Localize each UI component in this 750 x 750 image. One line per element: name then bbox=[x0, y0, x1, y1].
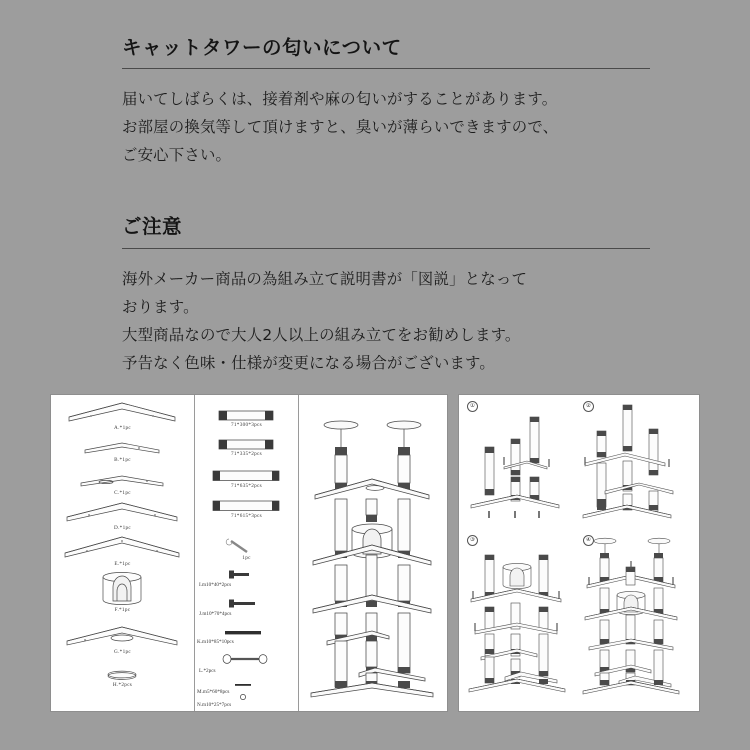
body-line: 届いてしばらくは、接着剤や麻の匂いがすることがあります。 bbox=[122, 90, 558, 109]
assembly-diagram-area bbox=[50, 394, 700, 712]
pole-label-4: 71*615*3pcs bbox=[231, 513, 262, 519]
body-line: 大型商品なので大人2人以上の組み立てをお勧めします。 bbox=[122, 325, 521, 344]
section-heading-caution: ご注意 bbox=[122, 215, 183, 239]
section-body-smell bbox=[122, 85, 650, 169]
pole-label-1: 71*300*3pcs bbox=[231, 422, 262, 428]
parts-illustrations bbox=[51, 395, 193, 711]
body-line: 海外メーカー商品の為組み立て説明書が「図説」となって bbox=[122, 269, 528, 288]
part-label-h: H.*2pcs bbox=[112, 682, 133, 688]
pole-label-3: 71*635*2pcs bbox=[231, 483, 262, 489]
step-number-4: ④ bbox=[583, 535, 594, 546]
parts-panel bbox=[50, 394, 448, 712]
hardware-illustrations bbox=[195, 395, 297, 711]
hardware-label-n: N.m10*25*7pcs bbox=[197, 702, 232, 708]
body-line: 予告なく色味・仕様が変更になる場合がございます。 bbox=[122, 353, 495, 372]
step-illustrations bbox=[459, 395, 699, 709]
part-label-e: E.*1pc bbox=[114, 561, 131, 567]
step-number-3: ③ bbox=[467, 535, 478, 546]
hardware-label-j: J.m10*70*4pcs bbox=[199, 611, 232, 617]
part-label-c: C.*1pc bbox=[114, 490, 131, 496]
part-label-b: B.*1pc bbox=[114, 457, 131, 463]
hardware-label-wrench: 1pc bbox=[242, 555, 251, 561]
part-label-d: D.*1pc bbox=[114, 525, 131, 531]
hardware-label-l: L.*2pcs bbox=[199, 668, 216, 674]
body-line: お部屋の換気等して頂けますと、臭いが薄らいできますので、 bbox=[122, 118, 559, 137]
part-label-g: G.*1pc bbox=[114, 649, 131, 655]
part-label-f: F.*1pc bbox=[114, 607, 131, 613]
pole-label-2: 71*335*2pcs bbox=[231, 451, 262, 457]
heading-divider bbox=[122, 248, 650, 249]
body-line: ご安心下さい。 bbox=[122, 146, 232, 165]
hardware-label-m: M.m5*60*8pcs bbox=[197, 689, 230, 695]
parts-list-column bbox=[51, 395, 195, 711]
section-smell bbox=[122, 34, 650, 169]
section-spacer bbox=[122, 175, 650, 213]
hardware-label-k: K.m10*85*10pcs bbox=[197, 639, 234, 645]
step-number-1: ① bbox=[467, 401, 478, 412]
section-caution bbox=[122, 213, 650, 376]
section-body-caution bbox=[122, 265, 650, 377]
heading-divider bbox=[122, 68, 650, 69]
body-line: おります。 bbox=[122, 297, 199, 316]
hardware-list-column bbox=[195, 395, 299, 711]
assembled-tower-column bbox=[299, 395, 447, 711]
section-heading-smell: キャットタワーの匂いについて bbox=[122, 36, 402, 59]
hardware-label-i: I.m10*40*2pcs bbox=[199, 582, 232, 588]
part-label-a: A.*1pc bbox=[114, 425, 131, 431]
assembled-tower-illustration bbox=[299, 395, 445, 711]
step-number-2: ② bbox=[583, 401, 594, 412]
steps-panel bbox=[458, 394, 700, 712]
